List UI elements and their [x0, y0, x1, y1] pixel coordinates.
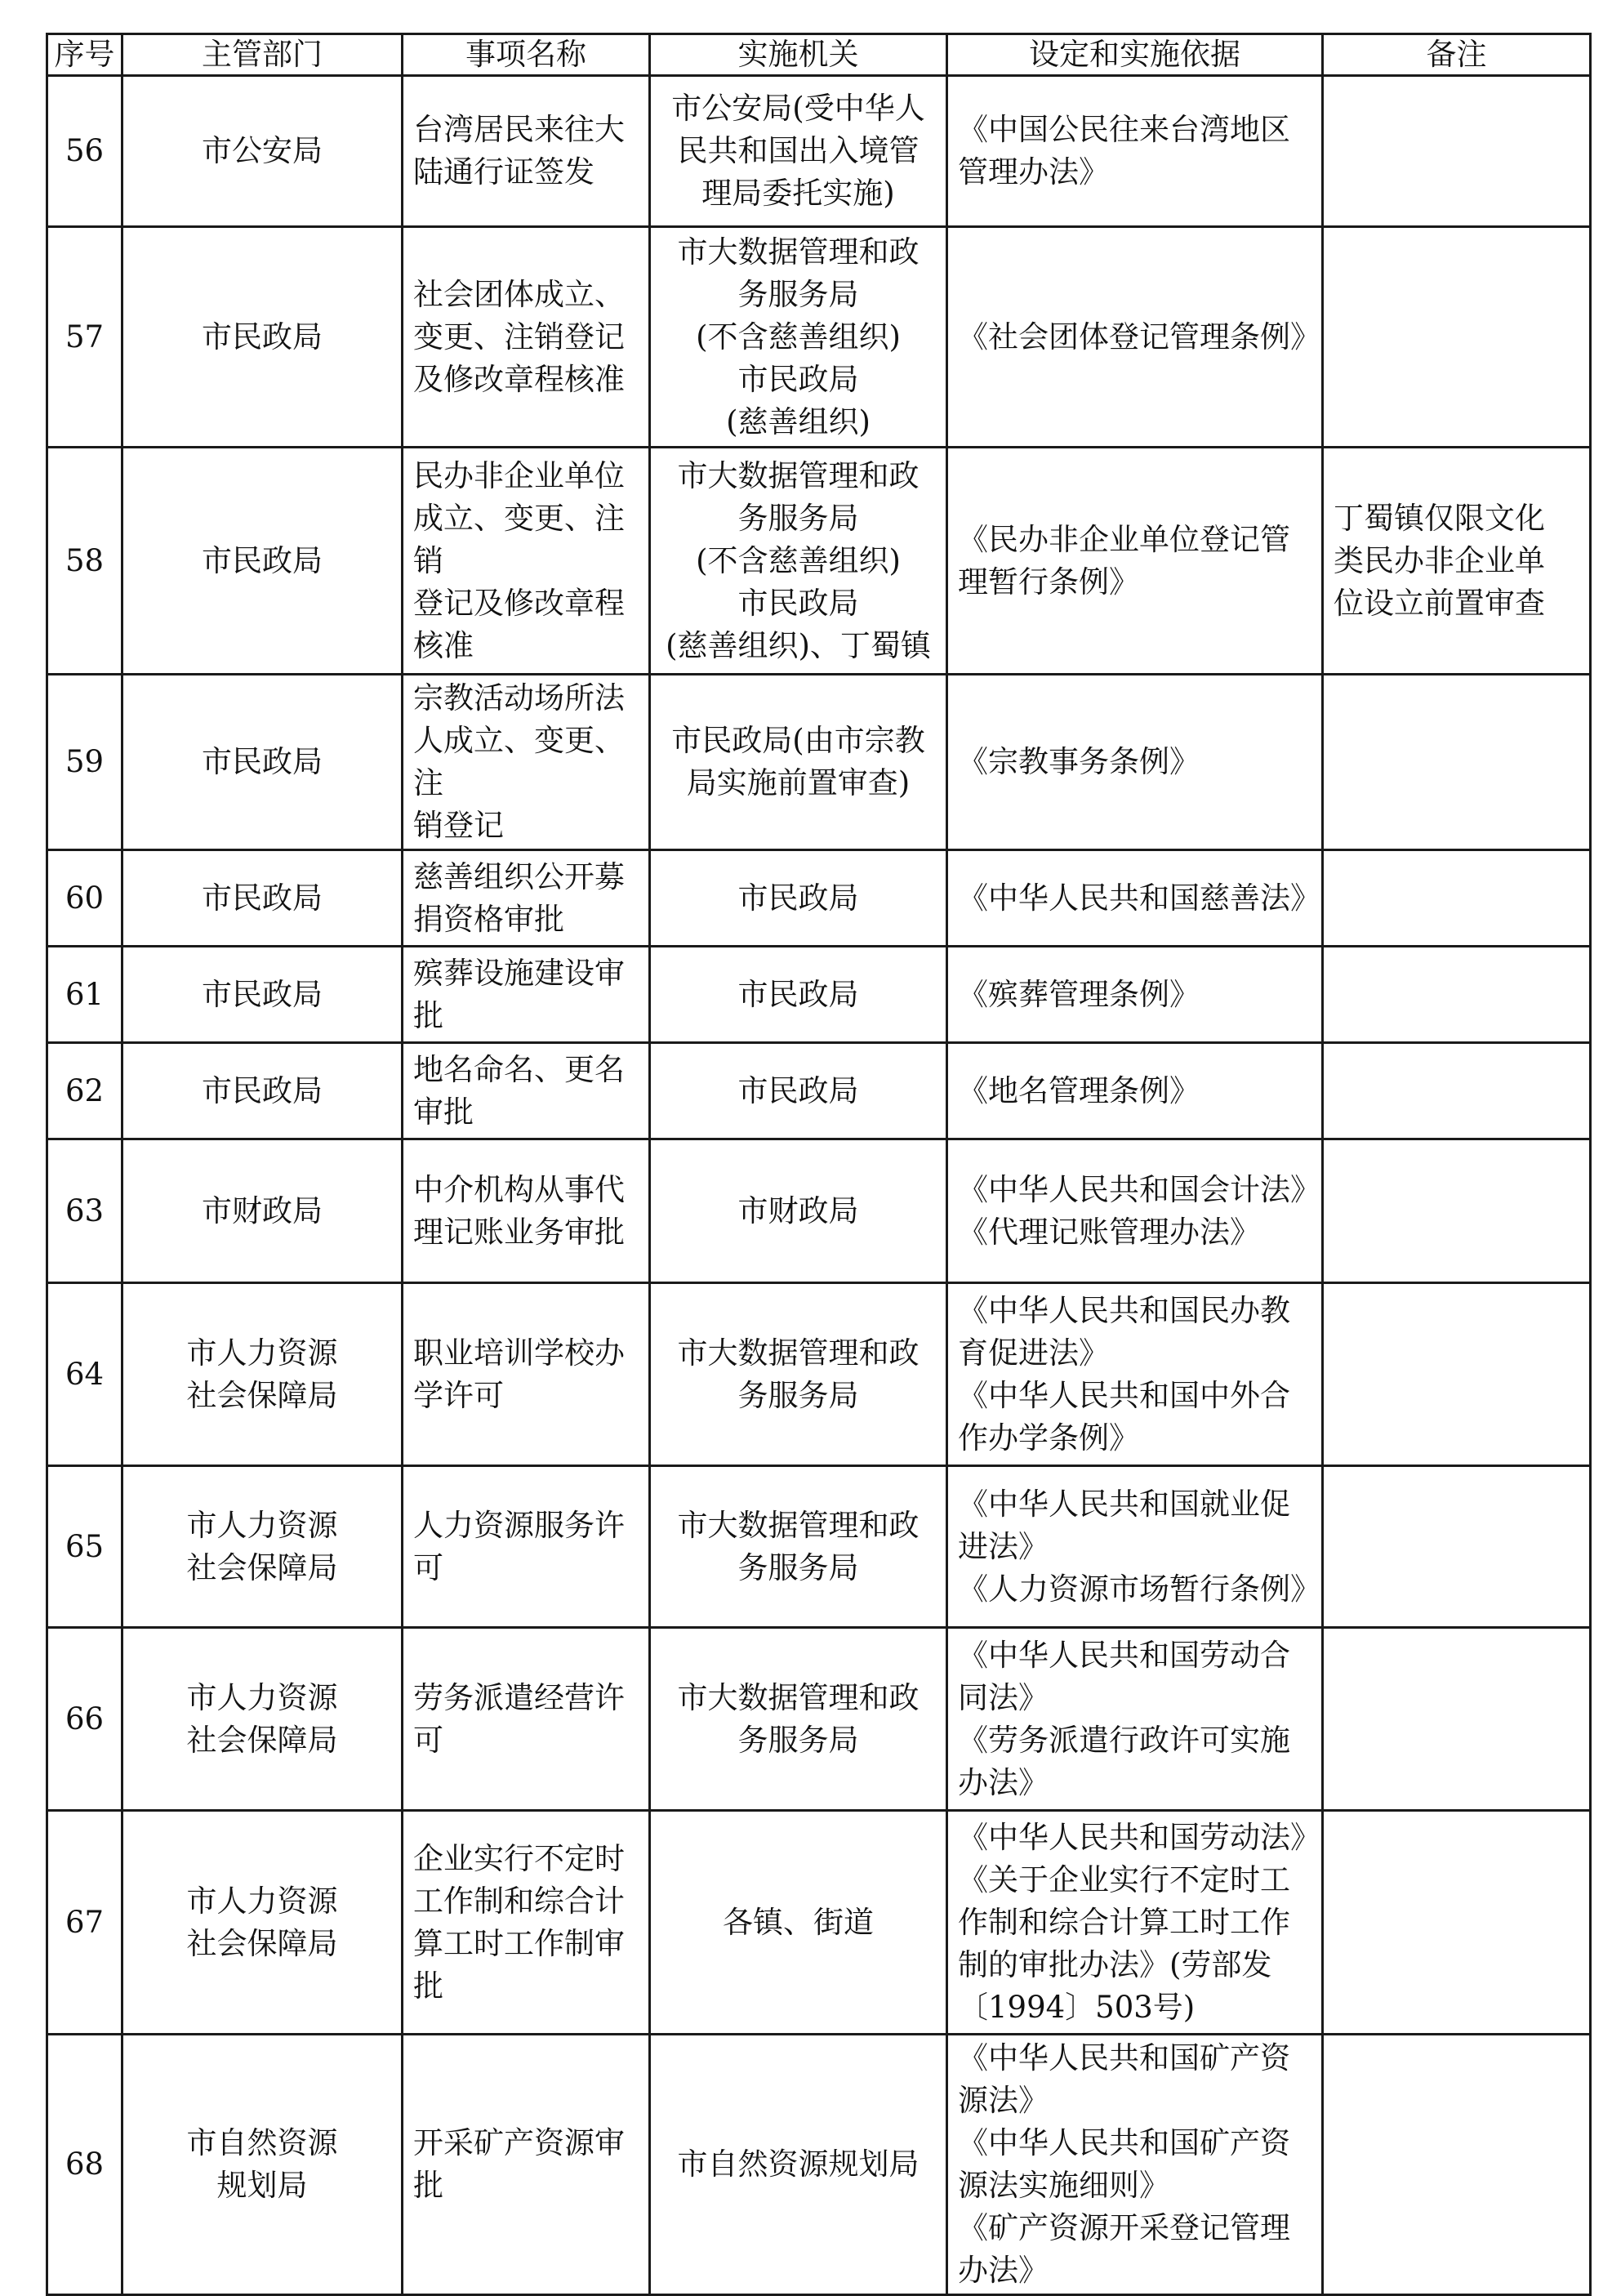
cell-line: 批 [413, 997, 443, 1033]
cell-line: 捐资格审批 [413, 901, 564, 937]
cell-line: (慈善组织)、丁蜀镇 [666, 627, 931, 663]
cell-line: 市民政局 [202, 542, 323, 578]
cell-dept [122, 850, 403, 947]
cell-line: 务服务局 [737, 1377, 859, 1413]
cell-line: 市公安局 [202, 133, 323, 168]
cell-basis [947, 1043, 1323, 1139]
cell-line: 市民政局 [737, 585, 859, 621]
cell-line: 理记账业务审批 [413, 1214, 625, 1250]
cell-line: 市民政局 [202, 1072, 323, 1108]
cell-basis [947, 1811, 1323, 2035]
cell-seq: 64 [47, 1283, 122, 1466]
cell-line: 市民政局 [202, 744, 323, 779]
cell-seq: 62 [47, 1043, 122, 1139]
cell-line: 《中华人民共和国矿产资 [958, 2125, 1290, 2160]
cell-line: 《殡葬管理条例》 [958, 976, 1200, 1012]
cell-dept [122, 1628, 403, 1811]
cell-line: 《民办非企业单位登记管 [958, 521, 1290, 557]
cell-org [650, 1466, 947, 1628]
cell-item-name [403, 1628, 650, 1811]
cell-line: 市民政局 [737, 976, 859, 1012]
cell-line: 销登记 [413, 808, 504, 843]
cell-item-name [403, 850, 650, 947]
cell-line: (不含慈善组织) [696, 542, 901, 578]
cell-org [650, 227, 947, 448]
cell-line: 《中华人民共和国会计法》 [958, 1171, 1320, 1207]
header-seq: 序号 [47, 34, 122, 76]
table-row [47, 1139, 1591, 1283]
cell-seq: 65 [47, 1466, 122, 1628]
cell-line: 办法》 [958, 2253, 1049, 2288]
cell-basis [947, 1283, 1323, 1466]
cell-line: 《中华人民共和国矿产资 [958, 2040, 1290, 2075]
header-note: 备注 [1323, 34, 1591, 76]
cell-line: 工作制和综合计 [413, 1883, 625, 1919]
cell-line: 批 [413, 1968, 443, 2004]
cell-line: 《地名管理条例》 [958, 1072, 1200, 1108]
cell-line: 制的审批办法》(劳部发 [958, 1946, 1272, 1982]
header-basis: 设定和实施依据 [947, 34, 1323, 76]
cell-note [1323, 1139, 1591, 1283]
cell-note [1323, 675, 1591, 850]
cell-dept [122, 1811, 403, 2035]
cell-line: 成立、变更、注销 [413, 500, 625, 578]
cell-line: 《矿产资源开采登记管理 [958, 2210, 1290, 2245]
cell-dept [122, 448, 403, 675]
cell-org [650, 1043, 947, 1139]
cell-line: 市大数据管理和政 [677, 1507, 920, 1543]
cell-line: 规划局 [216, 2168, 308, 2203]
cell-dept [122, 1043, 403, 1139]
cell-line: 《关于企业实行不定时工 [958, 1861, 1290, 1897]
cell-line: 市公安局(受中华人 [671, 91, 925, 126]
cell-line: 市民政局 [202, 976, 323, 1012]
cell-item-name [403, 1283, 650, 1466]
cell-note [1323, 1043, 1591, 1139]
cell-basis [947, 227, 1323, 448]
cell-line: 殡葬设施建设审 [413, 955, 625, 991]
cell-line: 及修改章程核准 [413, 361, 625, 397]
cell-line: 育促进法》 [958, 1335, 1109, 1371]
cell-line: 市人力资源 [186, 1335, 338, 1371]
cell-line: 人成立、变更、注 [413, 723, 625, 800]
cell-item-name [403, 1811, 650, 2035]
cell-line: 丁蜀镇仅限文化 [1334, 500, 1545, 536]
cell-line: 市民政局 [202, 880, 323, 916]
table-row [47, 227, 1591, 448]
cell-note [1323, 1811, 1591, 2035]
cell-line: 市大数据管理和政 [677, 1679, 920, 1715]
cell-line: 社会保障局 [186, 1722, 338, 1758]
cell-item-name [403, 947, 650, 1043]
header-item-name: 事项名称 [403, 34, 650, 76]
cell-line: 作办学条例》 [958, 1420, 1139, 1456]
cell-dept [122, 76, 403, 227]
cell-basis [947, 850, 1323, 947]
cell-line: 同法》 [958, 1679, 1049, 1715]
cell-line: 中介机构从事代 [413, 1171, 625, 1207]
cell-line: 开采矿产资源审 [413, 2125, 625, 2160]
cell-item-name [403, 76, 650, 227]
cell-line: 审批 [413, 1094, 474, 1130]
cell-line: 《劳务派遣行政许可实施 [958, 1722, 1290, 1758]
cell-line: 劳务派遣经营许 [413, 1679, 625, 1715]
cell-line: 〔1994〕503号) [958, 1989, 1196, 2025]
cell-org [650, 850, 947, 947]
cell-dept [122, 675, 403, 850]
cell-seq: 68 [47, 2035, 122, 2295]
cell-line: 地名命名、更名 [413, 1051, 625, 1087]
cell-basis [947, 1628, 1323, 1811]
cell-line: 社会团体成立、 [413, 276, 625, 312]
cell-line: 可 [413, 1722, 443, 1758]
cell-line: 社会保障局 [186, 1377, 338, 1413]
cell-org [650, 1628, 947, 1811]
table-row [47, 1811, 1591, 2035]
cell-line: 《中华人民共和国慈善法》 [958, 880, 1320, 916]
header-org: 实施机关 [650, 34, 947, 76]
cell-line: 管理办法》 [958, 154, 1109, 189]
table-row [47, 76, 1591, 227]
cell-basis [947, 2035, 1323, 2295]
cell-note [1323, 448, 1591, 675]
cell-line: 市大数据管理和政 [677, 457, 920, 493]
cell-note [1323, 947, 1591, 1043]
cell-line: 市自然资源规划局 [677, 2147, 920, 2182]
cell-note [1323, 1283, 1591, 1466]
cell-line: 市民政局 [202, 319, 323, 354]
cell-dept [122, 2035, 403, 2295]
cell-line: 务服务局 [737, 276, 859, 312]
cell-seq: 63 [47, 1139, 122, 1283]
cell-line: 社会保障局 [186, 1925, 338, 1961]
cell-line: 《中华人民共和国劳动合 [958, 1637, 1290, 1673]
cell-line: 进法》 [958, 1528, 1049, 1564]
cell-line: 核准 [413, 627, 474, 663]
cell-dept [122, 947, 403, 1043]
cell-line: 学许可 [413, 1377, 504, 1413]
cell-line: (慈善组织) [726, 403, 871, 439]
cell-line: 市财政局 [737, 1193, 859, 1228]
table-row [47, 1283, 1591, 1466]
cell-dept [122, 227, 403, 448]
cell-org [650, 1283, 947, 1466]
cell-line: 人力资源服务许 [413, 1507, 625, 1543]
cell-line: 批 [413, 2168, 443, 2203]
cell-line: 《人力资源市场暂行条例》 [958, 1571, 1320, 1607]
cell-line: 市自然资源 [186, 2125, 338, 2160]
cell-basis [947, 675, 1323, 850]
cell-line: 《中国公民往来台湾地区 [958, 112, 1290, 147]
cell-org [650, 448, 947, 675]
cell-item-name [403, 448, 650, 675]
cell-item-name [403, 1466, 650, 1628]
cell-line: 《社会团体登记管理条例》 [958, 319, 1320, 354]
cell-basis [947, 76, 1323, 227]
cell-line: 社会保障局 [186, 1549, 338, 1585]
cell-line: 市人力资源 [186, 1507, 338, 1543]
cell-line: 理暂行条例》 [958, 564, 1139, 600]
cell-seq: 61 [47, 947, 122, 1043]
table-row [47, 2035, 1591, 2295]
cell-item-name [403, 227, 650, 448]
cell-org [650, 2035, 947, 2295]
cell-seq: 66 [47, 1628, 122, 1811]
cell-dept [122, 1283, 403, 1466]
cell-line: 办法》 [958, 1764, 1049, 1800]
cell-line: 类民办非企业单 [1334, 542, 1545, 578]
cell-line: 市大数据管理和政 [677, 234, 920, 270]
table-row [47, 1043, 1591, 1139]
cell-seq: 56 [47, 76, 122, 227]
cell-line: 民办非企业单位 [413, 457, 625, 493]
cell-note [1323, 76, 1591, 227]
cell-line: 慈善组织公开募 [413, 858, 625, 894]
cell-dept [122, 1139, 403, 1283]
cell-line: 源法》 [958, 2083, 1049, 2118]
cell-line: 市人力资源 [186, 1883, 338, 1919]
cell-basis [947, 947, 1323, 1043]
cell-line: 《代理记账管理办法》 [958, 1214, 1260, 1250]
cell-line: 宗教活动场所法 [413, 680, 625, 716]
cell-dept [122, 1466, 403, 1628]
cell-line: 作制和综合计算工时工作 [958, 1904, 1290, 1940]
table-row [47, 1628, 1591, 1811]
table-row [47, 448, 1591, 675]
table-row [47, 675, 1591, 850]
cell-org [650, 675, 947, 850]
cell-note [1323, 227, 1591, 448]
table-row [47, 1466, 1591, 1628]
cell-line: 变更、注销登记 [413, 319, 625, 354]
cell-item-name [403, 1043, 650, 1139]
cell-note [1323, 2035, 1591, 2295]
cell-seq: 59 [47, 675, 122, 850]
cell-item-name [403, 675, 650, 850]
cell-line: 市民政局 [737, 1072, 859, 1108]
cell-org [650, 1811, 947, 2035]
cell-line: 市民政局(由市宗教 [671, 723, 925, 758]
cell-note [1323, 1466, 1591, 1628]
table-header-row [47, 34, 1591, 76]
cell-seq: 58 [47, 448, 122, 675]
cell-item-name [403, 1139, 650, 1283]
cell-line: 登记及修改章程 [413, 585, 625, 621]
table-body [47, 76, 1591, 2295]
cell-note [1323, 1628, 1591, 1811]
cell-line: 务服务局 [737, 500, 859, 536]
cell-line: 市人力资源 [186, 1679, 338, 1715]
cell-line: 市民政局 [737, 880, 859, 916]
cell-line: 陆通行证签发 [413, 154, 594, 189]
cell-line: 市民政局 [737, 361, 859, 397]
cell-line: 职业培训学校办 [413, 1335, 625, 1371]
cell-seq: 67 [47, 1811, 122, 2035]
cell-seq: 60 [47, 850, 122, 947]
cell-line: 务服务局 [737, 1722, 859, 1758]
cell-note [1323, 850, 1591, 947]
cell-line: 理局委托实施) [701, 176, 895, 211]
cell-line: 《中华人民共和国民办教 [958, 1292, 1290, 1328]
cell-line: 市大数据管理和政 [677, 1335, 920, 1371]
cell-line: 局实施前置审查) [686, 765, 911, 800]
cell-seq: 57 [47, 227, 122, 448]
cell-line: 《中华人民共和国就业促 [958, 1486, 1290, 1522]
cell-line: 台湾居民来往大 [413, 112, 625, 147]
cell-item-name [403, 2035, 650, 2295]
cell-org [650, 947, 947, 1043]
header-dept: 主管部门 [122, 34, 403, 76]
cell-line: (不含慈善组织) [696, 319, 901, 354]
cell-line: 源法实施细则》 [958, 2168, 1169, 2203]
table-row [47, 850, 1591, 947]
cell-line: 务服务局 [737, 1549, 859, 1585]
cell-line: 可 [413, 1549, 443, 1585]
cell-line: 民共和国出入境管 [677, 133, 920, 168]
cell-org [650, 1139, 947, 1283]
cell-line: 市财政局 [202, 1193, 323, 1228]
approval-items-table [46, 33, 1592, 2296]
cell-basis [947, 448, 1323, 675]
cell-basis [947, 1139, 1323, 1283]
cell-org [650, 76, 947, 227]
cell-basis [947, 1466, 1323, 1628]
cell-line: 各镇、街道 [723, 1904, 874, 1940]
table-row [47, 947, 1591, 1043]
cell-line: 《中华人民共和国中外合 [958, 1377, 1290, 1413]
cell-line: 《中华人民共和国劳动法》 [958, 1819, 1320, 1855]
cell-line: 企业实行不定时 [413, 1840, 625, 1876]
cell-line: 《宗教事务条例》 [958, 744, 1200, 779]
cell-line: 算工时工作制审 [413, 1925, 625, 1961]
cell-line: 位设立前置审查 [1334, 585, 1545, 621]
